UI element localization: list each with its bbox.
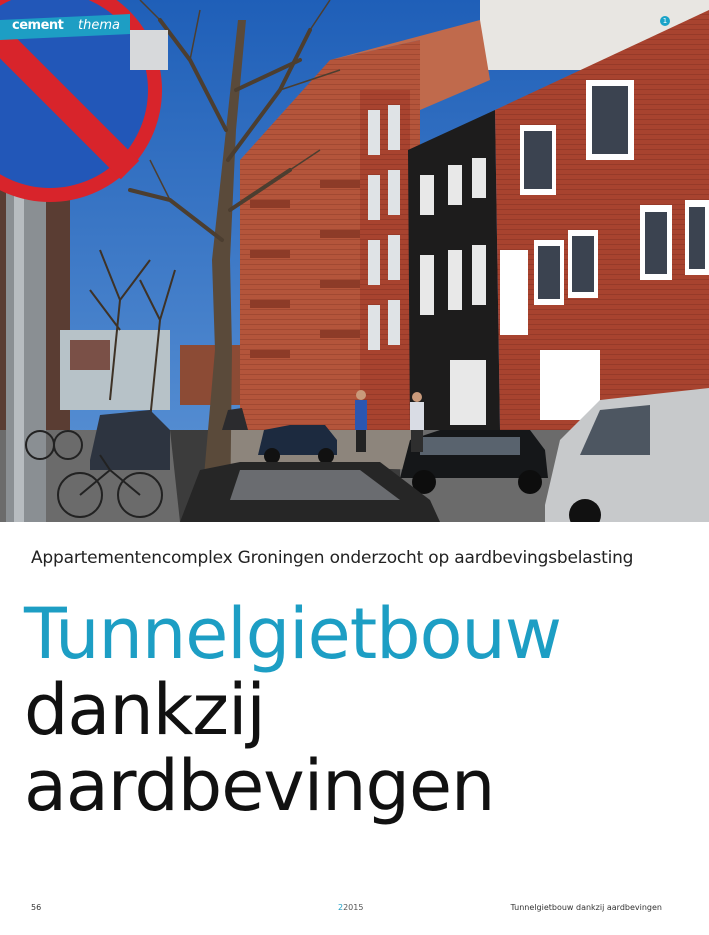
issue-year: 2015 [343,903,364,912]
brand-logo: cement [12,18,64,33]
issue-info [338,903,363,912]
issue-number: 2 [338,903,344,912]
page-number: 56 [31,903,42,912]
section-label: thema [78,18,120,33]
title-line-1: Tunnelgietbouw [24,593,562,675]
running-title: Tunnelgietbouw dankzij aardbevingen [510,903,662,912]
magazine-brand [0,14,130,40]
article-subtitle: Appartementencomplex Groningen onderzocht op aardbevingsbelasting [31,548,634,568]
photo-number-badge: 1 [660,16,670,26]
article-title [24,593,562,827]
title-line-2: dankzij [24,669,265,751]
title-line-3: aardbevingen [24,745,495,827]
